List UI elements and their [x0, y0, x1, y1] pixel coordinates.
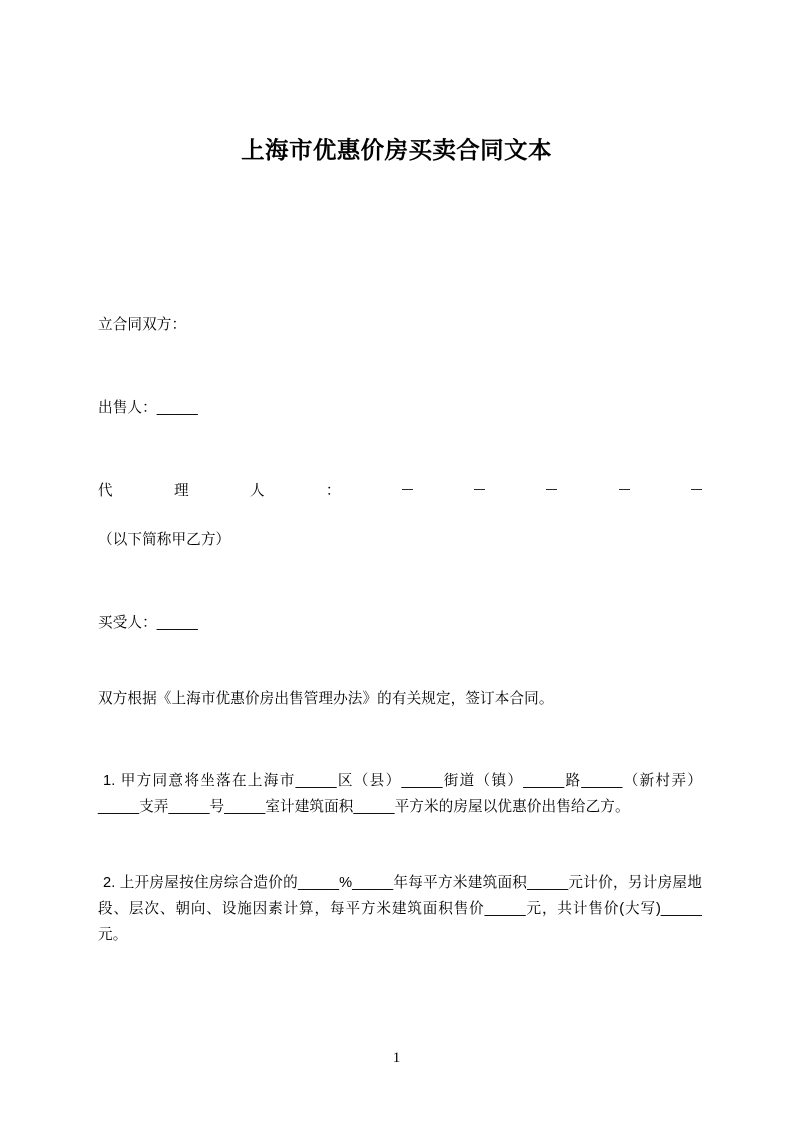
- agent-char-4: ：: [325, 483, 341, 499]
- clause-2: 2. 上开房屋按住房综合造价的_____%_____年每平方米建筑面积_____元计价，另计房屋地段、层次、朝向、设施因素计算，每平方米建筑面积售价_____元，共计售价(大写)_____元。: [98, 875, 702, 943]
- agent-char-2: 理: [173, 483, 189, 499]
- buyer-line: 买受人：_____: [98, 615, 198, 631]
- parties-heading: 立合同双方：: [98, 317, 187, 333]
- agent-char-1: 代: [98, 483, 113, 499]
- agent-line: [98, 478, 702, 504]
- agent-blank-1: [402, 478, 413, 490]
- legal-basis-line: 双方根据《上海市优惠价房出售管理办法》的有关规定，签订本合同。: [98, 691, 554, 707]
- page-number: 1: [392, 1050, 401, 1066]
- agent-blank-3: [546, 478, 557, 490]
- clause-1: 1. 甲方同意将坐落在上海市_____区（县）_____街道（镇）_____路_____（新村弄）_____支弄_____号_____室计建筑面积_____平方米的房屋以优惠价出售给乙方。: [98, 773, 702, 815]
- agent-char-3: 人: [249, 483, 265, 499]
- alias-line: （以下简称甲乙方）: [98, 532, 231, 548]
- agent-line-spread: [98, 478, 702, 504]
- seller-line: 出售人：_____: [98, 400, 198, 416]
- agent-blank-5: [691, 478, 702, 490]
- agent-blank-4: [619, 478, 630, 490]
- page-title: 上海市优惠价房买卖合同文本: [241, 137, 552, 163]
- agent-blank-2: [474, 478, 485, 490]
